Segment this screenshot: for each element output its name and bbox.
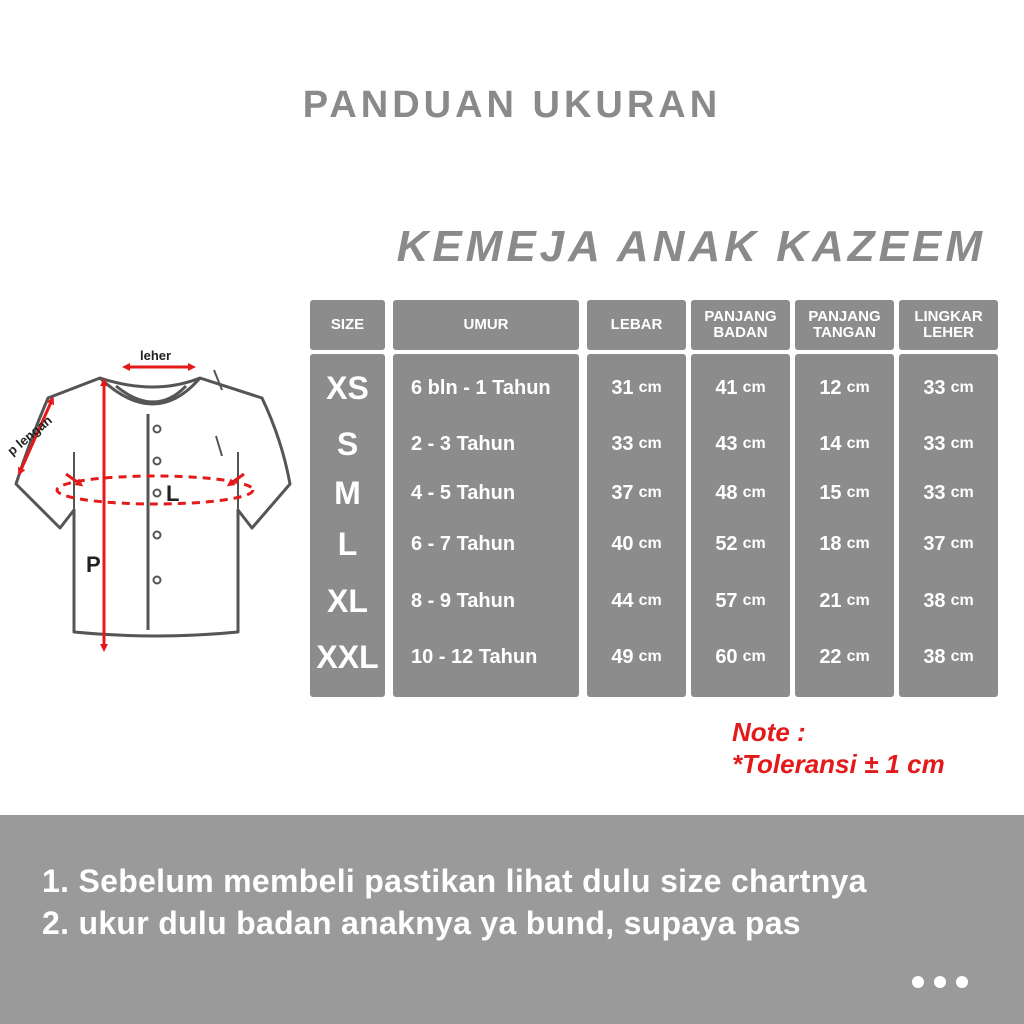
cell-lebar xyxy=(587,637,686,677)
cell-size: S xyxy=(336,425,359,462)
cell-unit: cm xyxy=(950,379,974,396)
cell-unit: cm xyxy=(846,592,870,609)
cell-unit: cm xyxy=(846,535,870,552)
cell-value: 38 xyxy=(923,645,946,668)
cell-lingkar-leher xyxy=(899,368,998,408)
cell-lingkar-leher xyxy=(899,637,998,677)
cell-panjang-badan xyxy=(691,473,790,513)
column-size xyxy=(310,300,385,697)
cell-panjang-tangan xyxy=(795,524,894,564)
cell-panjang-tangan xyxy=(795,581,894,621)
column-age xyxy=(393,300,579,697)
column-body xyxy=(310,354,385,697)
cell-value: 33 xyxy=(923,432,946,455)
cell-value: 48 xyxy=(715,481,738,504)
cell-lingkar-leher xyxy=(899,524,998,564)
column-panjang-badan xyxy=(691,300,790,697)
cell-value: 52 xyxy=(715,532,738,555)
cell-lingkar-leher xyxy=(899,581,998,621)
cell-lingkar-leher xyxy=(899,473,998,513)
cell-unit: cm xyxy=(742,484,766,501)
sleeve-label: p lengan xyxy=(4,412,55,459)
tip-2: 2. ukur dulu badan anaknya ya bund, supaya pas xyxy=(42,905,801,941)
cell-value: 43 xyxy=(715,432,738,455)
cell-panjang-badan xyxy=(691,424,790,464)
cell-lebar xyxy=(587,524,686,564)
cell-value: 33 xyxy=(923,481,946,504)
cell-value: 12 xyxy=(819,376,842,399)
product-name: KEMEJA ANAK KAZEEM xyxy=(396,222,986,271)
cell-unit: cm xyxy=(846,379,870,396)
header-size: SIZE xyxy=(310,300,385,350)
cell-age: 8 - 9 Tahun xyxy=(411,589,516,612)
cell-panjang-tangan xyxy=(795,637,894,677)
cell-panjang-tangan xyxy=(795,368,894,408)
cell-unit: cm xyxy=(742,535,766,552)
more-dots-icon xyxy=(912,976,968,988)
width-label: L xyxy=(166,481,180,506)
cell-unit: cm xyxy=(638,592,662,609)
cell-panjang-tangan xyxy=(795,473,894,513)
cell-unit: cm xyxy=(950,535,974,552)
cell-value: 21 xyxy=(819,589,842,612)
column-body xyxy=(587,354,686,697)
cell-size: XL xyxy=(327,582,368,619)
cell-value: 41 xyxy=(715,376,738,399)
column-panjang-tangan xyxy=(795,300,894,697)
cell-unit: cm xyxy=(742,648,766,665)
tolerance-note xyxy=(732,716,945,780)
cell-unit: cm xyxy=(950,435,974,452)
cell-value: 44 xyxy=(611,589,634,612)
column-lebar xyxy=(587,300,686,697)
column-lingkar-leher xyxy=(899,300,998,697)
cell-size: M xyxy=(334,474,361,511)
cell-unit: cm xyxy=(950,592,974,609)
tip-1: 1. Sebelum membeli pastikan lihat dulu size chartnya xyxy=(42,863,867,899)
cell-unit: cm xyxy=(638,535,662,552)
cell-panjang-tangan xyxy=(795,424,894,464)
cell-lingkar-leher xyxy=(899,424,998,464)
cell-value: 31 xyxy=(611,376,634,399)
cell-value: 60 xyxy=(715,645,738,668)
cell-unit: cm xyxy=(742,592,766,609)
cell-value: 18 xyxy=(819,532,842,555)
page-title: PANDUAN UKURAN xyxy=(302,84,722,126)
cell-unit: cm xyxy=(638,484,662,501)
cell-panjang-badan xyxy=(691,524,790,564)
cell-unit: cm xyxy=(950,648,974,665)
cell-value: 22 xyxy=(819,645,842,668)
cell-age: 2 - 3 Tahun xyxy=(411,432,516,455)
header-lingkar-leher: LINGKAR LEHER xyxy=(899,300,998,350)
cell-value: 37 xyxy=(611,481,634,504)
neck-label: leher xyxy=(140,348,172,363)
cell-value: 15 xyxy=(819,481,842,504)
cell-value: 49 xyxy=(611,645,634,668)
header-age: UMUR xyxy=(393,300,579,350)
cell-unit: cm xyxy=(638,379,662,396)
cell-lebar xyxy=(587,581,686,621)
cell-unit: cm xyxy=(638,648,662,665)
cell-value: 33 xyxy=(923,376,946,399)
cell-value: 37 xyxy=(923,532,946,555)
cell-lebar xyxy=(587,368,686,408)
note-heading: Note : xyxy=(732,717,806,747)
cell-value: 33 xyxy=(611,432,634,455)
cell-age: 4 - 5 Tahun xyxy=(411,481,516,504)
cell-panjang-badan xyxy=(691,637,790,677)
cell-size: L xyxy=(337,525,358,562)
header-panjang-badan: PANJANG BADAN xyxy=(691,300,790,350)
cell-panjang-badan xyxy=(691,581,790,621)
cell-unit: cm xyxy=(846,484,870,501)
cell-unit: cm xyxy=(950,484,974,501)
header-lebar: LEBAR xyxy=(587,300,686,350)
column-body xyxy=(691,354,790,697)
cell-age: 10 - 12 Tahun xyxy=(411,645,538,668)
cell-size: XS xyxy=(326,369,369,406)
header-panjang-tangan: PANJANG TANGAN xyxy=(795,300,894,350)
cell-unit: cm xyxy=(742,379,766,396)
cell-unit: cm xyxy=(846,435,870,452)
cell-value: 40 xyxy=(611,532,634,555)
tips-banner xyxy=(0,815,1024,1024)
cell-lebar xyxy=(587,424,686,464)
shirt-diagram xyxy=(0,340,300,660)
cell-unit: cm xyxy=(742,435,766,452)
cell-unit: cm xyxy=(846,648,870,665)
cell-unit: cm xyxy=(638,435,662,452)
column-body xyxy=(795,354,894,697)
cell-lebar xyxy=(587,473,686,513)
column-body xyxy=(393,354,579,697)
cell-size: XXL xyxy=(316,638,379,675)
length-label: P xyxy=(86,552,101,577)
cell-value: 38 xyxy=(923,589,946,612)
note-text: *Toleransi ± 1 cm xyxy=(732,749,945,779)
cell-value: 14 xyxy=(819,432,842,455)
cell-value: 57 xyxy=(715,589,738,612)
cell-age: 6 - 7 Tahun xyxy=(411,532,516,555)
column-body xyxy=(899,354,998,697)
cell-panjang-badan xyxy=(691,368,790,408)
cell-age: 6 bln - 1 Tahun xyxy=(411,376,551,399)
